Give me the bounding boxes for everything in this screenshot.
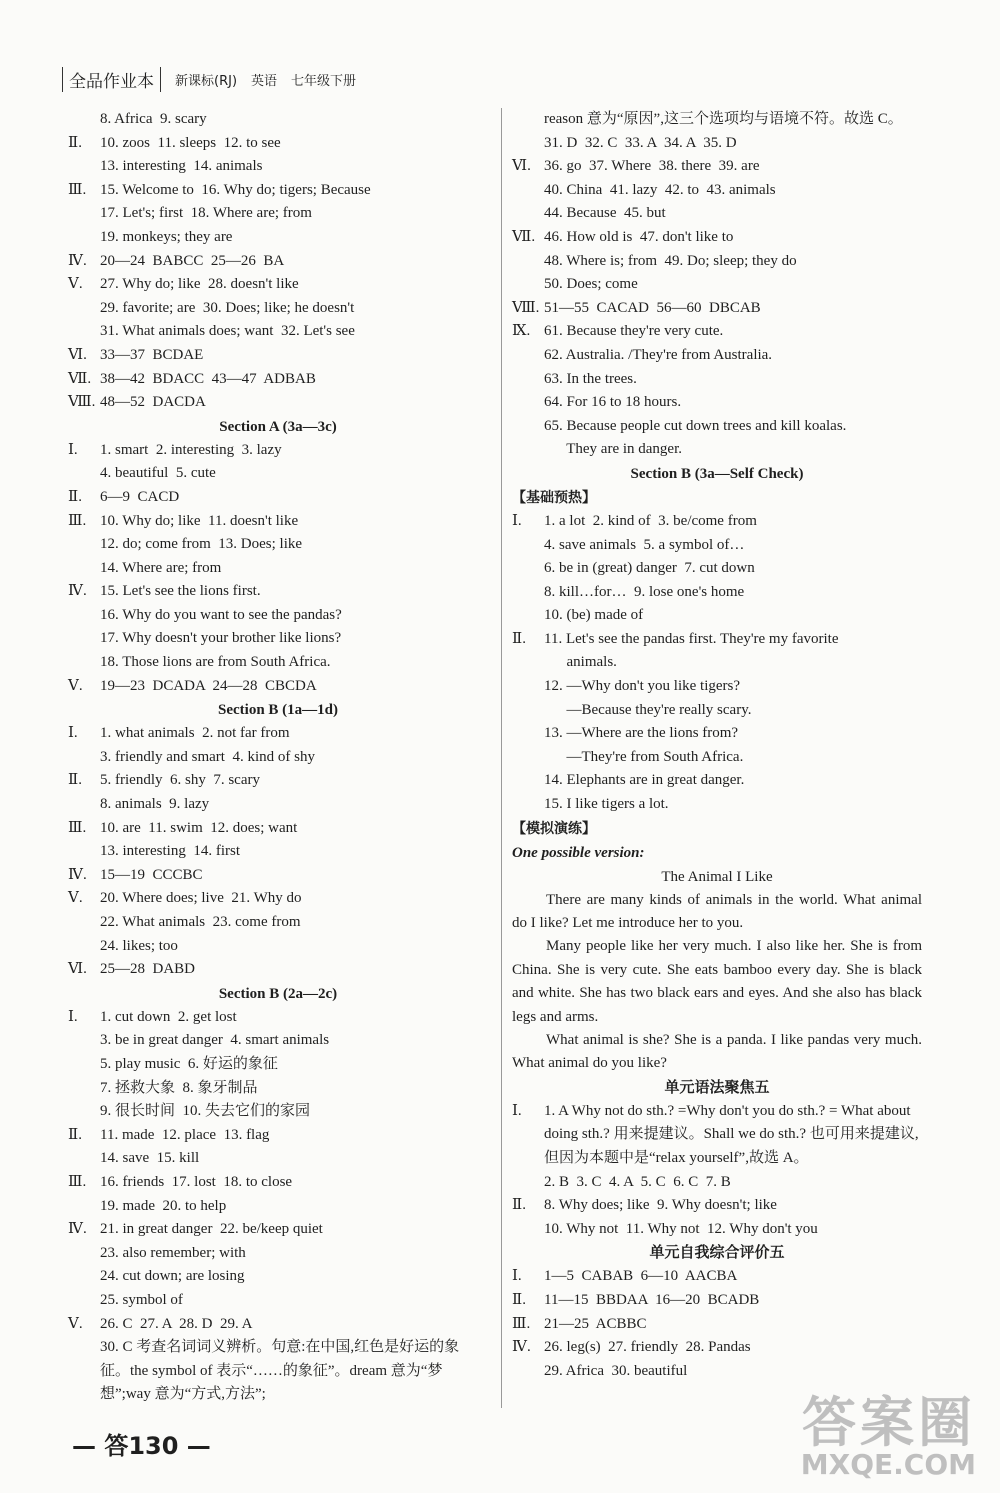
answer-text: 25—28 DABD (100, 961, 196, 978)
roman-numeral (68, 1077, 100, 1101)
answer-line (512, 1265, 922, 1289)
answer-line (512, 226, 922, 250)
answer-line (512, 722, 922, 746)
answer-text: 23. also remember; with (100, 1244, 246, 1261)
roman-numeral (68, 533, 100, 557)
answer-text: 31. D 32. C 33. A 34. A 35. D (544, 134, 737, 151)
answer-text: 1. A Why not do sth.? =Why don't you do sth.? = What about doing sth.? 用来提建议。Shall we do sth.? 也可用来提建议,但因为本题中是“relax yourself”,故选 A。 (544, 1102, 919, 1167)
answer-line (512, 699, 922, 723)
answer-text: 25. symbol of (100, 1291, 183, 1308)
answer-text: 4. beautiful 5. cute (100, 465, 216, 482)
roman-numeral (512, 675, 544, 699)
answer-line (68, 675, 488, 699)
answer-text: 6—9 CACD (100, 488, 180, 505)
roman-numeral (512, 250, 544, 274)
answer-line (512, 368, 922, 392)
answer-text: 40. China 41. lazy 42. to 43. animals (544, 181, 776, 198)
subject-label: 英语 (251, 73, 278, 89)
roman-numeral: Ⅱ. (68, 1126, 82, 1143)
roman-numeral (512, 273, 544, 297)
answer-line (68, 935, 488, 959)
answer-text: 11. Let's see the pandas first. They're my favorite (544, 630, 839, 647)
answer-text: 29. favorite; are 30. Does; like; he doesn't (100, 299, 355, 316)
right-answer-column (512, 108, 922, 1383)
answer-text: 38—42 BDACC 43—47 ADBAB (100, 370, 316, 387)
answer-line (68, 344, 488, 368)
answer-text: 20. Where does; live 21. Why do (100, 890, 302, 907)
answer-text: 16. Why do you want to see the pandas? (100, 606, 342, 623)
answer-line (68, 1124, 488, 1148)
roman-numeral (512, 368, 544, 392)
answer-line (512, 1171, 922, 1195)
answer-text: 14. Elephants are in great danger. (544, 772, 745, 789)
answer-text: 19. monkeys; they are (100, 228, 233, 245)
answer-line (68, 155, 488, 179)
roman-numeral (512, 438, 544, 462)
version-label: One possible version: (512, 844, 645, 861)
roman-numeral (68, 935, 100, 959)
roman-numeral: Ⅴ. (68, 1315, 83, 1332)
answer-text: 4. save animals 5. a symbol of… (544, 536, 745, 553)
answer-line (68, 1053, 488, 1077)
answer-text: 12. do; come from 13. Does; like (100, 536, 303, 553)
roman-numeral (68, 155, 100, 179)
roman-numeral: Ⅴ. (68, 677, 83, 694)
roman-numeral (512, 179, 544, 203)
roman-numeral: Ⅲ. (68, 181, 87, 198)
roman-numeral (512, 132, 544, 156)
essay-paragraph: There are many kinds of animals in the world. What animal do I like? Let me introduce her to you. (512, 891, 922, 932)
answer-text: 11. made 12. place 13. flag (100, 1126, 270, 1143)
roman-numeral: Ⅴ. (68, 276, 83, 293)
section-heading: Section B (3a—Self Check) (630, 465, 804, 482)
roman-numeral: Ⅸ. (512, 323, 531, 340)
roman-numeral: Ⅱ. (512, 1292, 526, 1309)
answer-line (512, 1336, 922, 1360)
roman-numeral: Ⅱ. (512, 630, 526, 647)
roman-numeral: Ⅴ. (68, 890, 83, 907)
answer-text: 18. Those lions are from South Africa. (100, 654, 331, 671)
roman-numeral: Ⅰ. (512, 512, 522, 529)
watermark-logo (800, 1391, 976, 1481)
answer-line (68, 651, 488, 675)
left-answer-column (68, 108, 488, 1407)
answer-line (512, 273, 922, 297)
roman-numeral (68, 202, 100, 226)
answer-line (512, 581, 922, 605)
answer-text: 15. I like tigers a lot. (544, 796, 669, 813)
answer-line (68, 769, 488, 793)
answer-text: 48—52 DACDA (100, 394, 206, 411)
answer-text: 63. In the trees. (544, 370, 637, 387)
answer-text: 26. leg(s) 27. friendly 28. Pandas (544, 1339, 751, 1356)
answer-text: 1. cut down 2. get lost (100, 1008, 237, 1025)
answer-line (68, 226, 488, 250)
answer-line (68, 533, 488, 557)
answer-line (68, 391, 488, 415)
roman-numeral (512, 1360, 544, 1384)
answer-text: 44. Because 45. but (544, 205, 666, 222)
answer-line (68, 1242, 488, 1266)
answer-text: 24. cut down; are losing (100, 1268, 245, 1285)
roman-numeral (512, 344, 544, 368)
roman-numeral (512, 415, 544, 439)
answer-line (68, 510, 488, 534)
answer-text: 26. C 27. A 28. D 29. A (100, 1315, 253, 1332)
answer-line (512, 1218, 922, 1242)
roman-numeral (68, 297, 100, 321)
answer-text: 29. Africa 30. beautiful (544, 1362, 688, 1379)
answer-text: 15. Let's see the lions first. (100, 583, 261, 600)
answer-text: 6. be in (great) danger 7. cut down (544, 560, 755, 577)
roman-numeral (68, 911, 100, 935)
roman-numeral (512, 108, 544, 132)
answer-text: —They're from South Africa. (544, 748, 744, 765)
answer-line (512, 108, 922, 132)
answer-line (68, 557, 488, 581)
roman-numeral (512, 1218, 544, 1242)
answer-text: 12. —Why don't you like tigers? (544, 678, 741, 695)
answer-text: 65. Because people cut down trees and kill koalas. (544, 417, 847, 434)
roman-numeral: Ⅰ. (68, 441, 78, 458)
answer-text: 51—55 CACAD 56—60 DBCAB (544, 299, 761, 316)
roman-numeral: Ⅰ. (512, 1268, 522, 1285)
answer-line (68, 297, 488, 321)
roman-numeral: Ⅳ. (68, 583, 87, 600)
answer-text: 10. zoos 11. sleeps 12. to see (100, 134, 281, 151)
roman-numeral (68, 1265, 100, 1289)
roman-numeral: Ⅲ. (68, 1173, 87, 1190)
answer-line (68, 273, 488, 297)
column-divider (501, 108, 502, 1408)
roman-numeral (68, 320, 100, 344)
answer-line (68, 1289, 488, 1313)
answer-text: 21. in great danger 22. be/keep quiet (100, 1221, 323, 1238)
answer-text: 14. save 15. kill (100, 1150, 200, 1167)
answer-line (68, 368, 488, 392)
answer-line (512, 1100, 922, 1171)
roman-numeral: Ⅰ. (68, 1008, 78, 1025)
answer-text: 19—23 DCADA 24—28 CBCDA (100, 677, 317, 694)
answer-text: 17. Let's; first 18. Where are; from (100, 205, 312, 222)
answer-line (512, 1360, 922, 1384)
roman-numeral (68, 746, 100, 770)
section-heading: 单元自我综合评价五 (649, 1245, 785, 1262)
answer-line (512, 344, 922, 368)
essay-title: The Animal I Like (661, 868, 773, 885)
roman-numeral: Ⅳ. (512, 1339, 531, 1356)
answer-line (512, 438, 922, 462)
answer-text: 5. play music 6. 好运的象征 (100, 1055, 278, 1072)
roman-numeral (68, 1289, 100, 1313)
grade-label: 七年级下册 (291, 73, 357, 89)
answer-line (68, 1100, 488, 1124)
answer-text: 19. made 20. to help (100, 1197, 227, 1214)
roman-numeral (512, 202, 544, 226)
answer-text: 3. friendly and smart 4. kind of shy (100, 748, 315, 765)
answer-line (68, 439, 488, 463)
answer-text: 1. a lot 2. kind of 3. be/come from (544, 512, 757, 529)
roman-numeral (68, 651, 100, 675)
answer-text: 1—5 CABAB 6—10 AACBA (544, 1268, 738, 1285)
roman-numeral (512, 534, 544, 558)
roman-numeral: Ⅲ. (68, 512, 87, 529)
answer-line (512, 604, 922, 628)
answer-line (68, 1006, 488, 1030)
answer-text: 8. Africa 9. scary (100, 111, 207, 127)
roman-numeral: Ⅰ. (68, 725, 78, 742)
roman-numeral: Ⅳ. (68, 1221, 87, 1238)
roman-numeral (512, 581, 544, 605)
section-heading: Section B (2a—2c) (218, 985, 338, 1002)
answer-line (512, 793, 922, 817)
answer-line (68, 1171, 488, 1195)
page-header (62, 68, 356, 90)
answer-text: 11—15 BBDAA 16—20 BCADB (544, 1292, 760, 1309)
answer-text: 27. Why do; like 28. doesn't like (100, 276, 299, 293)
roman-numeral: Ⅶ. (512, 228, 536, 245)
answer-text: 22. What animals 23. come from (100, 914, 301, 930)
answer-line (68, 1265, 488, 1289)
answer-text: 9. 很长时间 10. 失去它们的家园 (100, 1103, 311, 1120)
answer-text: 3. be in great danger 4. smart animals (100, 1032, 330, 1049)
roman-numeral: Ⅱ. (68, 772, 82, 789)
answer-text: 13. interesting 14. first (100, 843, 240, 860)
answer-line (68, 1147, 488, 1171)
answer-line (68, 746, 488, 770)
answer-line (68, 250, 488, 274)
answer-text: 31. What animals does; want 32. Let's see (100, 323, 355, 340)
roman-numeral: Ⅱ. (68, 134, 82, 151)
answer-line (68, 320, 488, 344)
roman-numeral (68, 1029, 100, 1053)
answer-line (68, 840, 488, 864)
roman-numeral (68, 1100, 100, 1124)
answer-line (512, 179, 922, 203)
answer-line (512, 297, 922, 321)
roman-numeral (512, 1171, 544, 1195)
section-heading: Section A (3a—3c) (219, 418, 337, 435)
answer-line (512, 557, 922, 581)
answer-line (68, 1077, 488, 1101)
answer-line (512, 1313, 922, 1337)
roman-numeral (68, 627, 100, 651)
roman-numeral: Ⅵ. (512, 158, 531, 175)
answer-text: 62. Australia. /They're from Australia. (544, 346, 773, 363)
roman-numeral (512, 769, 544, 793)
answer-text: 50. Does; come (544, 276, 638, 293)
answer-line (68, 627, 488, 651)
answer-text: 1. smart 2. interesting 3. lazy (100, 441, 282, 458)
roman-numeral (68, 557, 100, 581)
answer-text: reason 意为“原因”,这三个选项均与语境不符。故选 C。 (544, 111, 903, 127)
page-number: — 答130 — (72, 1432, 211, 1460)
roman-numeral (68, 226, 100, 250)
roman-numeral (68, 1053, 100, 1077)
answer-line (512, 1194, 922, 1218)
answer-line (68, 108, 488, 132)
answer-text: 5. friendly 6. shy 7. scary (100, 772, 260, 789)
answer-line (68, 1313, 488, 1337)
answer-text: 36. go 37. Where 38. there 39. are (544, 158, 760, 175)
answer-text: 64. For 16 to 18 hours. (544, 394, 682, 411)
series-label: 新课标(RJ) (175, 73, 238, 89)
roman-numeral (68, 840, 100, 864)
answer-line (68, 132, 488, 156)
answer-text: 8. Why does; like 9. Why doesn't; like (544, 1197, 777, 1214)
answer-line (68, 202, 488, 226)
roman-numeral: Ⅶ. (68, 370, 92, 387)
roman-numeral (68, 1242, 100, 1266)
essay-paragraph: What animal is she? She is a panda. I like pandas very much. What animal do you like? (512, 1032, 922, 1072)
roman-numeral: Ⅲ. (68, 819, 87, 836)
answer-text: 10. Why do; like 11. doesn't like (100, 512, 299, 529)
answer-line (68, 1336, 488, 1407)
answer-text: 7. 拯救大象 8. 象牙制品 (100, 1079, 258, 1096)
answer-line (512, 320, 922, 344)
answer-line (68, 793, 488, 817)
answer-text: 13. —Where are the lions from? (544, 725, 739, 742)
roman-numeral (512, 391, 544, 415)
roman-numeral (68, 1336, 100, 1407)
brand-title: 全品作业本 (62, 67, 161, 92)
answer-line (512, 510, 922, 534)
answer-line (68, 1029, 488, 1053)
roman-numeral: Ⅷ. (512, 299, 540, 316)
answer-line (512, 415, 922, 439)
answer-text: 15—19 CCCBC (100, 866, 203, 883)
roman-numeral (68, 793, 100, 817)
answer-text: 10. (be) made of (544, 607, 644, 624)
answer-line (68, 1218, 488, 1242)
section-heading: 单元语法聚焦五 (664, 1079, 770, 1096)
answer-line (512, 250, 922, 274)
answer-text: 13. interesting 14. animals (100, 158, 263, 175)
watermark-text: 答案圈 (802, 1391, 976, 1454)
roman-numeral (512, 746, 544, 770)
roman-numeral: Ⅵ. (68, 346, 87, 363)
answer-line (68, 887, 488, 911)
part-tag: 【基础预热】 (512, 489, 596, 506)
answer-line (512, 746, 922, 770)
answer-line (68, 817, 488, 841)
roman-numeral (512, 604, 544, 628)
roman-numeral (68, 604, 100, 628)
answer-line (68, 462, 488, 486)
section-heading: Section B (1a—1d) (218, 702, 338, 719)
roman-numeral: Ⅱ. (68, 488, 82, 505)
roman-numeral: Ⅵ. (68, 961, 87, 978)
answer-line (68, 864, 488, 888)
watermark-url: MXQE.COM (800, 1448, 976, 1481)
essay-paragraph: Many people like her very much. I also like her. She is from China. She is very cute. She eats bamboo every day. She is black and white. She has two black ears and eyes. And she also has black legs and arms. (512, 938, 922, 1025)
answer-line (512, 1289, 922, 1313)
answer-text: 17. Why doesn't your brother like lions? (100, 630, 342, 647)
answer-text: They are in danger. (544, 441, 683, 458)
roman-numeral: Ⅰ. (512, 1102, 522, 1119)
answer-text: 20—24 BABCC 25—26 BA (100, 252, 285, 269)
answer-text: 61. Because they're very cute. (544, 323, 724, 340)
answer-text: 24. likes; too (100, 937, 178, 954)
part-tag: 【模拟演练】 (512, 820, 596, 837)
answer-line (68, 911, 488, 935)
answer-line (512, 651, 922, 675)
answer-text: animals. (544, 654, 617, 671)
answer-text: 2. B 3. C 4. A 5. C 6. C 7. B (544, 1173, 731, 1190)
answer-text: 1. what animals 2. not far from (100, 725, 290, 742)
answer-line (512, 391, 922, 415)
answer-text: 8. animals 9. lazy (100, 796, 210, 813)
roman-numeral: Ⅳ. (68, 866, 87, 883)
answer-text: 14. Where are; from (100, 559, 222, 576)
roman-numeral: Ⅳ. (68, 252, 87, 269)
answer-line (68, 958, 488, 982)
roman-numeral (68, 108, 100, 132)
roman-numeral: Ⅲ. (512, 1315, 531, 1332)
answer-line (68, 722, 488, 746)
answer-line (68, 580, 488, 604)
roman-numeral (512, 651, 544, 675)
roman-numeral (68, 462, 100, 486)
answer-text: 46. How old is 47. don't like to (544, 228, 734, 245)
roman-numeral (512, 793, 544, 817)
roman-numeral: Ⅷ. (68, 394, 96, 411)
answer-line (68, 179, 488, 203)
answer-text: —Because they're really scary. (544, 701, 752, 718)
answer-line (512, 628, 922, 652)
answer-line (512, 769, 922, 793)
answer-text: 30. C 考查名词词义辨析。句意:在中国,红色是好运的象征。the symbol of 表示“……的象征”。dream 意为“梦想”;way 意为“方式,方法”; (100, 1339, 460, 1403)
answer-text: 21—25 ACBBC (544, 1315, 647, 1332)
answer-line (512, 675, 922, 699)
roman-numeral (512, 722, 544, 746)
answer-line (68, 604, 488, 628)
roman-numeral (68, 1195, 100, 1219)
answer-text: 16. friends 17. lost 18. to close (100, 1173, 293, 1190)
answer-line (68, 486, 488, 510)
answer-line (512, 132, 922, 156)
answer-text: 15. Welcome to 16. Why do; tigers; Because (100, 181, 371, 198)
answer-line (512, 202, 922, 226)
roman-numeral (512, 699, 544, 723)
answer-line (68, 1195, 488, 1219)
answer-text: 33—37 BCDAE (100, 346, 204, 363)
roman-numeral: Ⅱ. (512, 1197, 526, 1214)
roman-numeral (68, 1147, 100, 1171)
answer-line (512, 534, 922, 558)
answer-line (512, 155, 922, 179)
answer-text: 10. Why not 11. Why not 12. Why don't you (544, 1220, 818, 1237)
answer-text: 8. kill…for… 9. lose one's home (544, 583, 745, 600)
answer-text: 48. Where is; from 49. Do; sleep; they do (544, 252, 797, 269)
answer-text: 10. are 11. swim 12. does; want (100, 819, 298, 836)
roman-numeral (512, 557, 544, 581)
